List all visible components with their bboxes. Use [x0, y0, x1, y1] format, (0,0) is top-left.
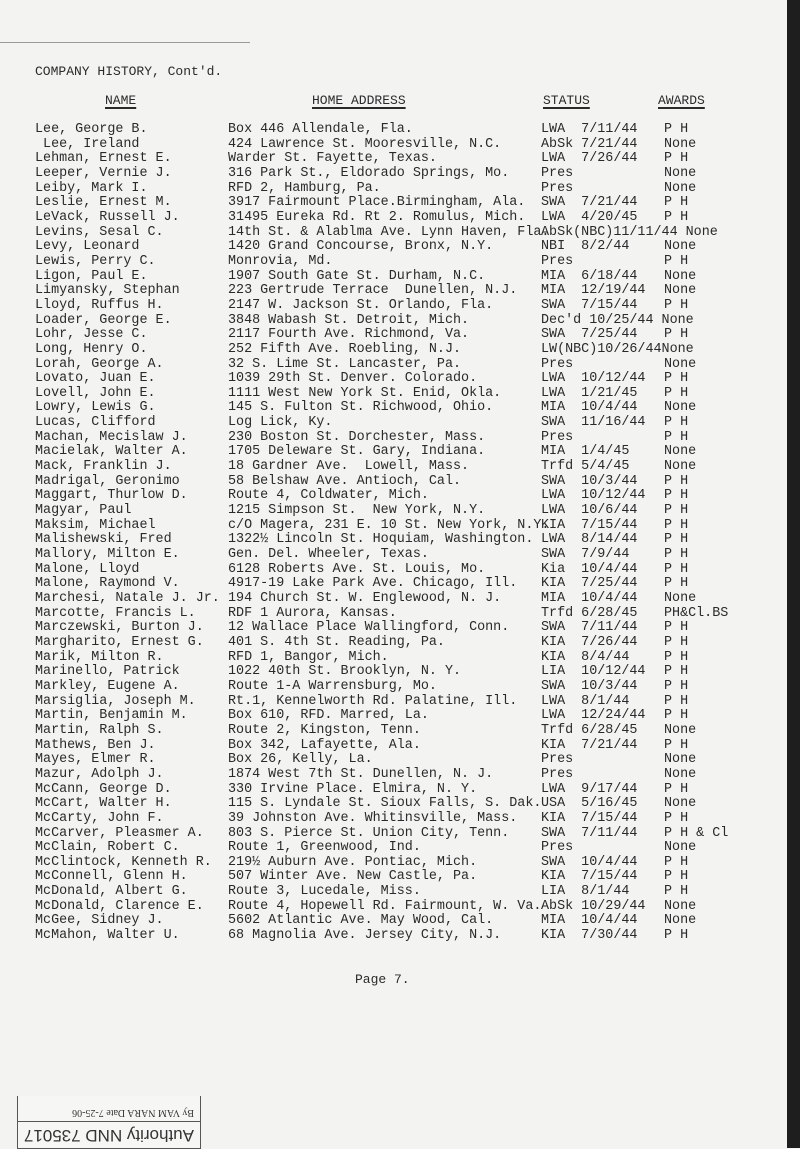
- name-cell: McCart, Walter H.: [35, 796, 172, 812]
- awards-cell: P H: [664, 253, 689, 269]
- table-row: [0, 167, 790, 182]
- status-cell: LIA 8/1/44: [541, 884, 630, 900]
- awards-cell: P H: [664, 473, 689, 489]
- name-cell: Lee, Ireland: [35, 136, 140, 152]
- column-header-status: STATUS: [543, 93, 590, 108]
- address-cell: 401 S. 4th St. Reading, Pa.: [228, 634, 445, 650]
- table-row: [0, 827, 790, 842]
- status-cell: LWA 4/20/45: [541, 209, 638, 225]
- address-cell: 2147 W. Jackson St. Orlando, Fla.: [228, 297, 494, 313]
- table-row: [0, 797, 790, 812]
- status-cell: KIA 7/21/44: [541, 737, 638, 753]
- address-cell: 18 Gardner Ave. Lowell, Mass.: [228, 459, 470, 475]
- name-cell: McClintock, Kenneth R.: [35, 854, 212, 870]
- name-cell: McDonald, Clarence E.: [35, 898, 204, 914]
- name-cell: Malone, Raymond V.: [35, 576, 180, 592]
- status-cell: LWA 7/26/44: [541, 151, 638, 167]
- awards-cell: P H: [664, 576, 689, 592]
- address-cell: Box 610, RFD. Marred, La.: [228, 708, 429, 724]
- name-cell: Martin, Benjamin M.: [35, 708, 188, 724]
- address-cell: 32 S. Lime St. Lancaster, Pa.: [228, 356, 462, 372]
- table-row: [0, 841, 790, 856]
- awards-cell: None: [664, 459, 697, 475]
- awards-cell: PH&Cl.BS: [664, 605, 729, 621]
- column-header-name: NAME: [105, 93, 137, 108]
- status-cell: LWA 10/12/44: [541, 371, 646, 387]
- address-cell: Gen. Del. Wheeler, Texas.: [228, 547, 429, 563]
- address-cell: 330 Irvine Place. Elmira, N. Y.: [228, 781, 478, 797]
- table-row: [0, 914, 790, 929]
- table-row: [0, 416, 790, 431]
- address-cell: 1907 South Gate St. Durham, N.C.: [228, 268, 486, 284]
- name-cell: Marcotte, Francis L.: [35, 605, 196, 621]
- awards-cell: None: [664, 400, 697, 416]
- status-cell: KIA 7/15/44: [541, 517, 638, 533]
- status-cell: KIA 7/25/44: [541, 576, 638, 592]
- table-row: [0, 123, 790, 138]
- roster-table: [0, 123, 790, 944]
- table-row: [0, 504, 790, 519]
- name-cell: Lee, George B.: [35, 122, 148, 137]
- awards-cell: None: [664, 165, 697, 181]
- status-cell: LIA 10/12/44: [541, 664, 646, 680]
- address-cell: 58 Belshaw Ave. Antioch, Cal.: [228, 473, 462, 489]
- table-row: [0, 328, 790, 343]
- status-cell: Trfd 6/28/45: [541, 605, 638, 621]
- awards-cell: None: [664, 898, 697, 914]
- name-cell: Magyar, Paul: [35, 503, 132, 519]
- status-cell: Pres: [541, 840, 574, 856]
- table-row: [0, 885, 790, 900]
- name-cell: McMahon, Walter U.: [35, 928, 180, 944]
- name-cell: Mallory, Milton E.: [35, 547, 180, 563]
- table-row: [0, 563, 790, 578]
- name-cell: Margharito, Ernest G.: [35, 634, 204, 650]
- status-cell: SWA 11/16/44: [541, 415, 646, 431]
- table-row: [0, 900, 790, 915]
- name-cell: Madrigal, Geronimo: [35, 473, 180, 489]
- status-cell: MIA 12/19/44: [541, 283, 646, 299]
- name-cell: McCarver, Pleasmer A.: [35, 825, 204, 841]
- awards-cell: None: [664, 796, 697, 812]
- table-row: [0, 489, 790, 504]
- table-row: [0, 343, 790, 358]
- table-row: [0, 856, 790, 871]
- name-cell: McGee, Sidney J.: [35, 913, 164, 929]
- column-header-address: HOME ADDRESS: [312, 93, 406, 108]
- name-cell: Lorah, George A.: [35, 356, 164, 372]
- awards-cell: P H: [664, 371, 689, 387]
- address-cell: 1022 40th St. Brooklyn, N. Y.: [228, 664, 462, 680]
- status-cell: KIA 8/4/44: [541, 649, 630, 665]
- name-cell: Long, Henry O.: [35, 341, 148, 357]
- awards-cell: P H: [664, 195, 689, 211]
- awards-cell: P H: [664, 737, 689, 753]
- awards-cell: None: [664, 722, 697, 738]
- table-row: [0, 768, 790, 783]
- address-cell: 4917-19 Lake Park Ave. Chicago, Ill.: [228, 576, 518, 592]
- awards-cell: P H: [664, 678, 689, 694]
- status-cell: LWA 8/14/44: [541, 532, 638, 548]
- status-cell: SWA 7/21/44: [541, 195, 638, 211]
- name-cell: Levy, Leonard: [35, 239, 140, 255]
- stamp-authority: Authority NND 735017: [18, 1121, 200, 1148]
- awards-cell: P H: [664, 209, 689, 225]
- address-cell: 14th St. & Alablma Ave. Lynn Haven, Fla.: [228, 224, 550, 240]
- name-cell: McCann, George D.: [35, 781, 172, 797]
- column-header-awards: AWARDS: [658, 93, 705, 108]
- awards-cell: P H: [664, 884, 689, 900]
- name-cell: Malone, Lloyd: [35, 561, 140, 577]
- table-row: [0, 431, 790, 446]
- awards-cell: None: [664, 840, 697, 856]
- address-cell: 223 Gertrude Terrace Dunellen, N.J.: [228, 283, 518, 299]
- address-cell: Route 1, Greenwood, Ind.: [228, 840, 421, 856]
- status-cell: LWA 1/21/45: [541, 385, 638, 401]
- address-cell: 1874 West 7th St. Dunellen, N. J.: [228, 766, 494, 782]
- awards-cell: P H: [664, 664, 689, 680]
- address-cell: 145 S. Fulton St. Richwood, Ohio.: [228, 400, 494, 416]
- status-cell: LW(NBC)10/26/44None: [541, 341, 694, 357]
- divider: [0, 42, 250, 43]
- table-row: [0, 753, 790, 768]
- table-row: [0, 577, 790, 592]
- awards-cell: P H: [664, 708, 689, 724]
- name-cell: Machan, Mecislaw J.: [35, 429, 188, 445]
- awards-cell: None: [664, 268, 697, 284]
- address-cell: 1111 West New York St. Enid, Okla.: [228, 385, 502, 401]
- status-cell: MIA 10/4/44: [541, 913, 638, 929]
- awards-cell: P H: [664, 415, 689, 431]
- name-cell: Maggart, Thurlow D.: [35, 488, 188, 504]
- awards-cell: None: [664, 752, 697, 768]
- status-cell: LWA 10/12/44: [541, 488, 646, 504]
- table-row: [0, 533, 790, 548]
- status-cell: KIA 7/15/44: [541, 810, 638, 826]
- status-cell: SWA 10/4/44: [541, 854, 638, 870]
- address-cell: 31495 Eureka Rd. Rt 2. Romulus, Mich.: [228, 209, 526, 225]
- address-cell: Route 1-A Warrensburg, Mo.: [228, 678, 437, 694]
- table-row: [0, 709, 790, 724]
- name-cell: Lovell, John E.: [35, 385, 156, 401]
- status-cell: KIA 7/26/44: [541, 634, 638, 650]
- table-row: [0, 548, 790, 563]
- table-row: [0, 812, 790, 827]
- name-cell: McCarty, John F.: [35, 810, 164, 826]
- status-cell: MIA 10/4/44: [541, 400, 638, 416]
- awards-cell: None: [664, 444, 697, 460]
- name-cell: Lohr, Jesse C.: [35, 327, 148, 343]
- awards-cell: None: [664, 239, 697, 255]
- address-cell: Log Lick, Ky.: [228, 415, 333, 431]
- status-cell: SWA 10/3/44: [541, 473, 638, 489]
- awards-cell: P H: [664, 385, 689, 401]
- address-cell: Box 446 Allendale, Fla.: [228, 122, 413, 137]
- table-row: [0, 783, 790, 798]
- name-cell: Mayes, Elmer R.: [35, 752, 156, 768]
- status-cell: Pres: [541, 253, 574, 269]
- table-row: [0, 211, 790, 226]
- table-row: [0, 284, 790, 299]
- awards-cell: P H: [664, 517, 689, 533]
- status-cell: AbSk 7/21/44: [541, 136, 638, 152]
- address-cell: 507 Winter Ave. New Castle, Pa.: [228, 869, 478, 885]
- status-cell: Pres: [541, 766, 574, 782]
- address-cell: Box 342, Lafayette, Ala.: [228, 737, 421, 753]
- address-cell: 6128 Roberts Ave. St. Louis, Mo.: [228, 561, 486, 577]
- address-cell: RFD 2, Hamburg, Pa.: [228, 180, 381, 196]
- status-cell: KIA 7/15/44: [541, 869, 638, 885]
- table-row: [0, 299, 790, 314]
- table-row: [0, 680, 790, 695]
- table-row: [0, 314, 790, 329]
- name-cell: Lehman, Ernest E.: [35, 151, 172, 167]
- name-cell: Lewis, Perry C.: [35, 253, 156, 269]
- name-cell: Lloyd, Ruffus H.: [35, 297, 164, 313]
- table-row: [0, 226, 790, 241]
- status-cell: Trfd 5/4/45: [541, 459, 630, 475]
- address-cell: 230 Boston St. Dorchester, Mass.: [228, 429, 486, 445]
- table-row: [0, 621, 790, 636]
- table-row: [0, 445, 790, 460]
- status-cell: LWA 7/11/44: [541, 122, 638, 137]
- table-row: [0, 358, 790, 373]
- name-cell: Levins, Sesal C.: [35, 224, 164, 240]
- address-cell: Rt.1, Kennelworth Rd. Palatine, Ill.: [228, 693, 518, 709]
- status-cell: SWA 7/25/44: [541, 327, 638, 343]
- status-cell: Pres: [541, 180, 574, 196]
- table-row: [0, 607, 790, 622]
- table-row: [0, 651, 790, 666]
- status-cell: LWA 10/6/44: [541, 503, 638, 519]
- status-cell: Kia 10/4/44: [541, 561, 638, 577]
- awards-cell: P H: [664, 297, 689, 313]
- awards-cell: None: [664, 283, 697, 299]
- status-cell: LWA 12/24/44: [541, 708, 646, 724]
- address-cell: RDF 1 Aurora, Kansas.: [228, 605, 397, 621]
- address-cell: 1039 29th St. Denver. Colorado.: [228, 371, 478, 387]
- address-cell: 424 Lawrence St. Mooresville, N.C.: [228, 136, 502, 152]
- name-cell: Lovato, Juan E.: [35, 371, 156, 387]
- address-cell: Monrovia, Md.: [228, 253, 333, 269]
- address-cell: 2117 Fourth Ave. Richmond, Va.: [228, 327, 470, 343]
- status-cell: Pres: [541, 429, 574, 445]
- awards-cell: P H: [664, 151, 689, 167]
- awards-cell: P H: [664, 810, 689, 826]
- name-cell: LeVack, Russell J.: [35, 209, 180, 225]
- awards-cell: P H: [664, 634, 689, 650]
- table-row: [0, 138, 790, 153]
- address-cell: Warder St. Fayette, Texas.: [228, 151, 437, 167]
- status-cell: SWA 7/15/44: [541, 297, 638, 313]
- address-cell: 316 Park St., Eldorado Springs, Mo.: [228, 165, 510, 181]
- address-cell: 68 Magnolia Ave. Jersey City, N.J.: [228, 928, 502, 944]
- table-row: [0, 460, 790, 475]
- address-cell: Route 2, Kingston, Tenn.: [228, 722, 421, 738]
- name-cell: Marinello, Patrick: [35, 664, 180, 680]
- address-cell: 1322½ Lincoln St. Hoquiam, Washington.: [228, 532, 534, 548]
- address-cell: c/O Magera, 231 E. 10 St. New York, N.Y.: [228, 517, 550, 533]
- name-cell: Leiby, Mark I.: [35, 180, 148, 196]
- awards-cell: P H: [664, 503, 689, 519]
- table-row: [0, 372, 790, 387]
- address-cell: Route 4, Hopewell Rd. Fairmount, W. Va.: [228, 898, 542, 914]
- name-cell: Mack, Franklin J.: [35, 459, 172, 475]
- awards-cell: P H: [664, 649, 689, 665]
- awards-cell: P H: [664, 488, 689, 504]
- table-row: [0, 929, 790, 944]
- address-cell: 5602 Atlantic Ave. May Wood, Cal.: [228, 913, 494, 929]
- address-cell: 3848 Wabash St. Detroit, Mich.: [228, 312, 470, 328]
- name-cell: Marik, Milton R.: [35, 649, 164, 665]
- address-cell: Route 4, Coldwater, Mich.: [228, 488, 429, 504]
- document-title: COMPANY HISTORY, Cont'd.: [35, 64, 223, 79]
- table-row: [0, 152, 790, 167]
- name-cell: Mathews, Ben J.: [35, 737, 156, 753]
- address-cell: 3917 Fairmount Place.Birmingham, Ala.: [228, 195, 526, 211]
- awards-cell: P H: [664, 869, 689, 885]
- address-cell: Route 3, Lucedale, Miss.: [228, 884, 421, 900]
- table-row: [0, 870, 790, 885]
- name-cell: Limyansky, Stephan: [35, 283, 180, 299]
- awards-cell: P H: [664, 429, 689, 445]
- name-cell: Leslie, Ernest M.: [35, 195, 172, 211]
- status-cell: MIA 10/4/44: [541, 591, 638, 606]
- name-cell: Macielak, Walter A.: [35, 444, 188, 460]
- table-row: [0, 636, 790, 651]
- address-cell: 1215 Simpson St. New York, N.Y.: [228, 503, 486, 519]
- awards-cell: P H: [664, 928, 689, 944]
- name-cell: Markley, Eugene A.: [35, 678, 180, 694]
- awards-cell: P H: [664, 327, 689, 343]
- name-cell: Marchesi, Natale J. Jr.: [35, 591, 220, 606]
- address-cell: 1705 Deleware St. Gary, Indiana.: [228, 444, 486, 460]
- awards-cell: P H: [664, 532, 689, 548]
- status-cell: USA 5/16/45: [541, 796, 638, 812]
- name-cell: Loader, George E.: [35, 312, 172, 328]
- awards-cell: P H: [664, 620, 689, 636]
- table-row: [0, 665, 790, 680]
- status-cell: MIA 1/4/45: [541, 444, 630, 460]
- awards-cell: None: [664, 136, 697, 152]
- awards-cell: P H & Cl: [664, 825, 729, 841]
- name-cell: McConnell, Glenn H.: [35, 869, 188, 885]
- name-cell: Lowry, Lewis G.: [35, 400, 156, 416]
- status-cell: Pres: [541, 165, 574, 181]
- status-cell: LWA 9/17/44: [541, 781, 638, 797]
- table-row: [0, 739, 790, 754]
- status-cell: AbSk(NBC)11/11/44 None: [541, 224, 718, 240]
- address-cell: 803 S. Pierce St. Union City, Tenn.: [228, 825, 510, 841]
- address-cell: 115 S. Lyndale St. Sioux Falls, S. Dak.: [228, 796, 542, 812]
- status-cell: LWA 8/1/44: [541, 693, 630, 709]
- awards-cell: P H: [664, 781, 689, 797]
- name-cell: McClain, Robert C.: [35, 840, 180, 856]
- table-row: [0, 240, 790, 255]
- table-row: [0, 475, 790, 490]
- status-cell: MIA 6/18/44: [541, 268, 638, 284]
- table-row: [0, 270, 790, 285]
- table-row: [0, 255, 790, 270]
- address-cell: 252 Fifth Ave. Roebling, N.J.: [228, 341, 462, 357]
- table-row: [0, 695, 790, 710]
- awards-cell: None: [664, 180, 697, 196]
- table-row: [0, 724, 790, 739]
- stamp-by-date: By VAM NARA Date 7-25-06: [72, 1107, 194, 1118]
- address-cell: 219½ Auburn Ave. Pontiac, Mich.: [228, 854, 478, 870]
- awards-cell: None: [664, 591, 697, 606]
- status-cell: SWA 7/11/44: [541, 620, 638, 636]
- name-cell: Leeper, Vernie J.: [35, 165, 172, 181]
- awards-cell: None: [664, 913, 697, 929]
- address-cell: 1420 Grand Concourse, Bronx, N.Y.: [228, 239, 494, 255]
- address-cell: 194 Church St. W. Englewood, N. J.: [228, 591, 502, 606]
- status-cell: Pres: [541, 356, 574, 372]
- name-cell: Malishewski, Fred: [35, 532, 172, 548]
- name-cell: Mazur, Adolph J.: [35, 766, 164, 782]
- name-cell: Marsiglia, Joseph M.: [35, 693, 196, 709]
- status-cell: SWA 7/11/44: [541, 825, 638, 841]
- status-cell: Pres: [541, 752, 574, 768]
- name-cell: Lucas, Clifford: [35, 415, 156, 431]
- address-cell: 12 Wallace Place Wallingford, Conn.: [228, 620, 510, 636]
- status-cell: NBI 8/2/44: [541, 239, 630, 255]
- name-cell: Maksim, Michael: [35, 517, 156, 533]
- awards-cell: None: [664, 766, 697, 782]
- table-row: [0, 519, 790, 534]
- table-row: [0, 592, 790, 607]
- address-cell: RFD 1, Bangor, Mich.: [228, 649, 389, 665]
- address-cell: 39 Johnston Ave. Whitinsville, Mass.: [228, 810, 518, 826]
- awards-cell: P H: [664, 693, 689, 709]
- name-cell: McDonald, Albert G.: [35, 884, 188, 900]
- page-number: Page 7.: [355, 972, 410, 987]
- status-cell: Trfd 6/28/45: [541, 722, 638, 738]
- status-cell: AbSk 10/29/44: [541, 898, 646, 914]
- status-cell: SWA 7/9/44: [541, 547, 630, 563]
- status-cell: Dec'd 10/25/44 None: [541, 312, 694, 328]
- declassification-stamp: [17, 1096, 201, 1149]
- awards-cell: P H: [664, 547, 689, 563]
- awards-cell: P H: [664, 122, 689, 137]
- table-row: [0, 387, 790, 402]
- table-row: [0, 182, 790, 197]
- table-row: [0, 401, 790, 416]
- status-cell: SWA 10/3/44: [541, 678, 638, 694]
- awards-cell: None: [664, 356, 697, 372]
- status-cell: KIA 7/30/44: [541, 928, 638, 944]
- table-row: [0, 196, 790, 211]
- address-cell: Box 26, Kelly, La.: [228, 752, 373, 768]
- name-cell: Marczewski, Burton J.: [35, 620, 204, 636]
- awards-cell: P H: [664, 854, 689, 870]
- name-cell: Martin, Ralph S.: [35, 722, 164, 738]
- name-cell: Ligon, Paul E.: [35, 268, 148, 284]
- awards-cell: P H: [664, 561, 689, 577]
